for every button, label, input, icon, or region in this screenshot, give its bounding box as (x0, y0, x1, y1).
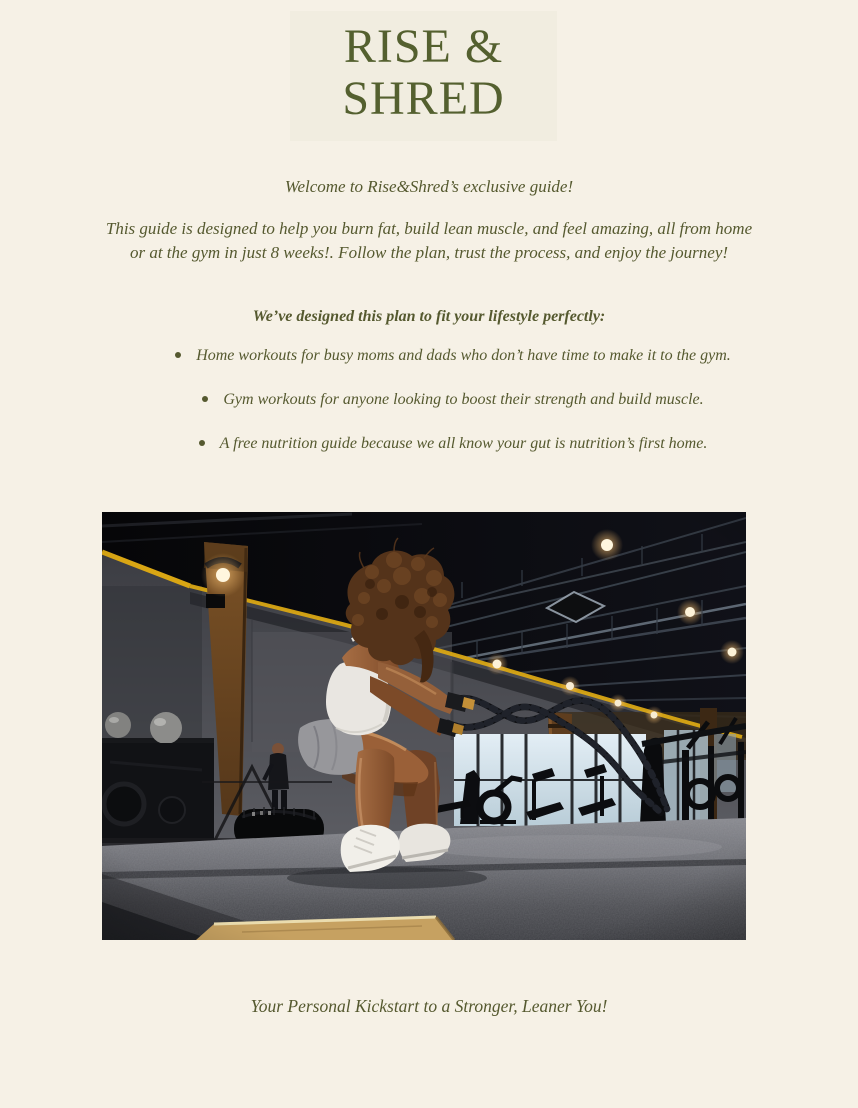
brand-logo (290, 11, 557, 141)
welcome-text: Welcome to Rise&Shred’s exclusive guide! (284, 177, 574, 196)
bullet-text: Gym workouts for anyone looking to boost their strength and build muscle. (223, 391, 704, 408)
intro-paragraph: This guide is designed to help you burn fat, build lean muscle, and feel amazing, all from home or at the gym in just 8 weeks!. Follow the plan, trust the process, and enjoy the journey! (105, 219, 753, 262)
list-item (48, 433, 858, 455)
hero-image (102, 512, 746, 940)
plan-heading: We’ve designed this plan to fit your lifestyle perfectly: (252, 308, 606, 325)
tagline-text: Your Personal Kickstart to a Stronger, Leaner You! (250, 996, 608, 1016)
list-item (48, 389, 858, 411)
bullet-text: Home workouts for busy moms and dads who don’t have time to make it to the gym. (196, 347, 731, 364)
brand-name-line1: RISE & (343, 20, 504, 73)
bullet-dot-icon (202, 396, 208, 402)
bullet-text: A free nutrition guide because we all know your gut is nutrition’s first home. (219, 435, 708, 452)
bullet-dot-icon (175, 352, 181, 358)
list-item (48, 345, 858, 367)
plan-bullet-list (0, 345, 858, 455)
bullet-dot-icon (199, 440, 205, 446)
brand-name-line2: SHRED (342, 72, 505, 125)
photo-vignette (102, 512, 746, 940)
hero-image-illustration (102, 512, 746, 940)
